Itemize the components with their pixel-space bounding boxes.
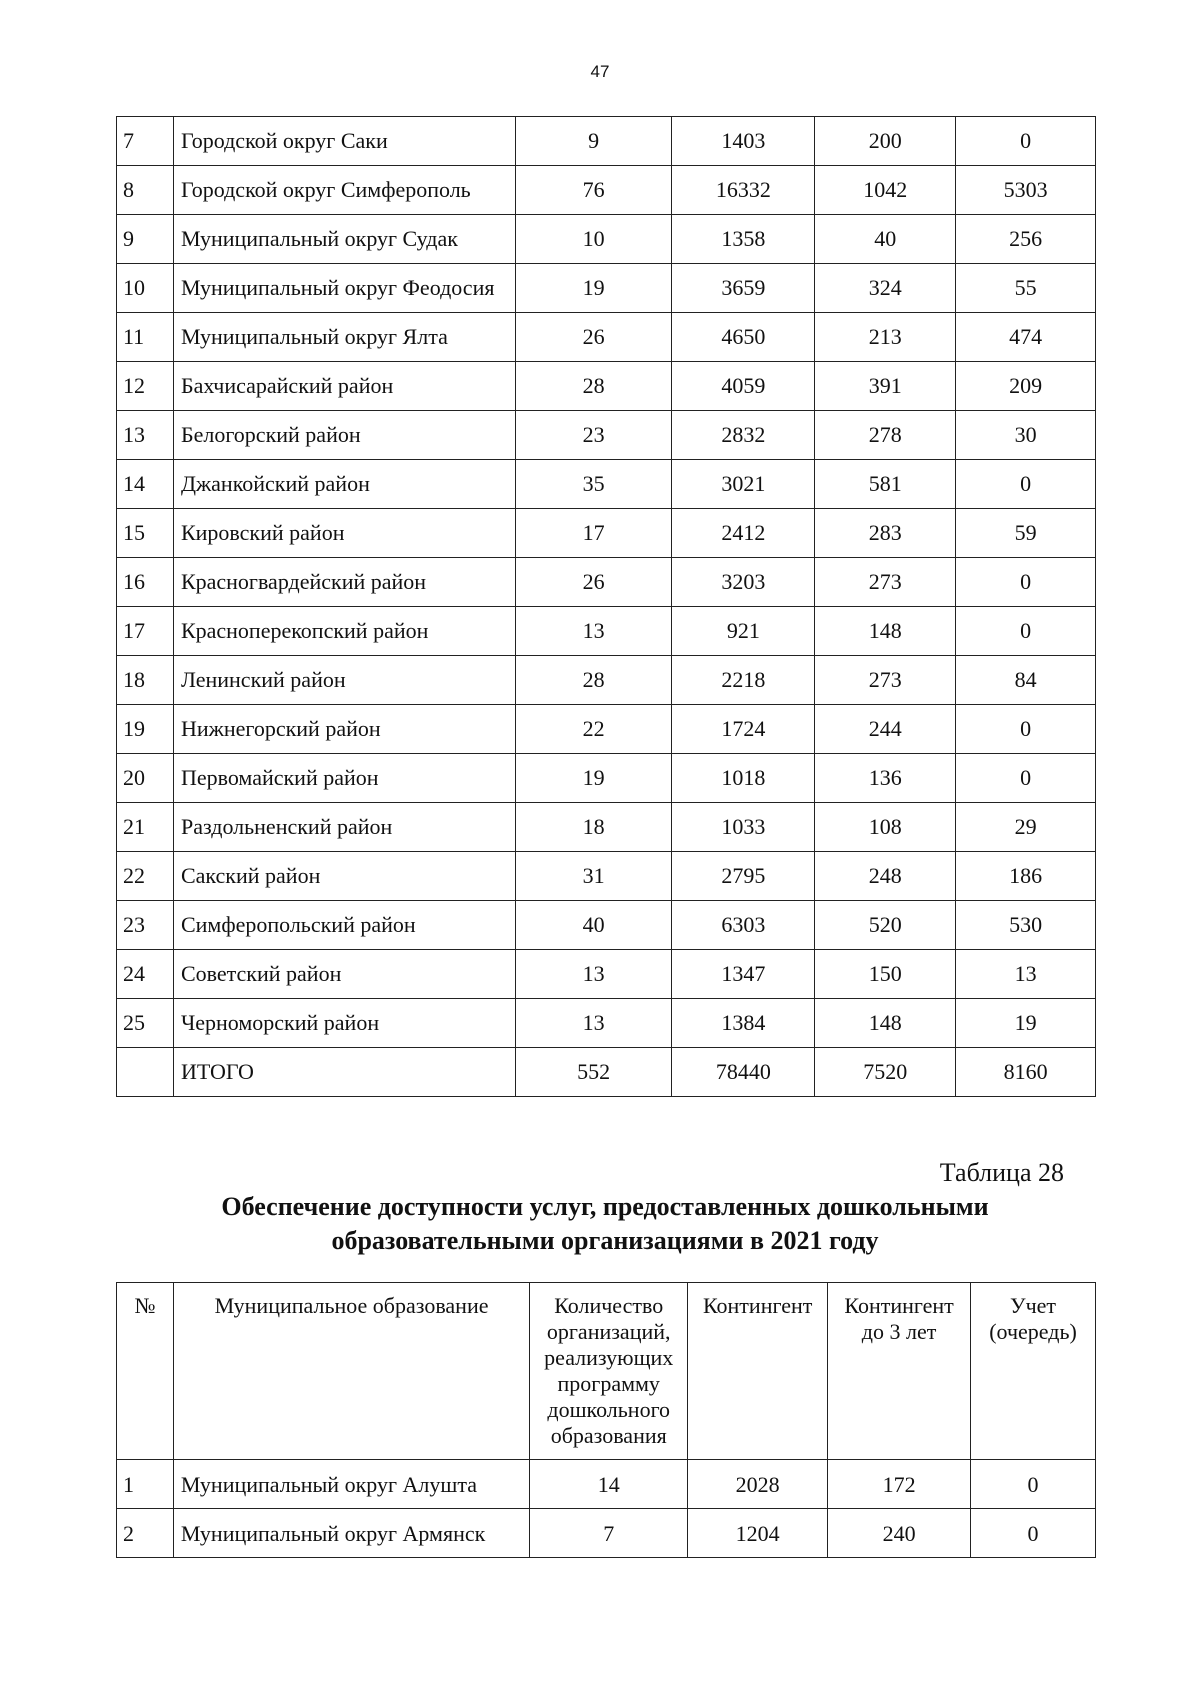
table-row — [117, 411, 1096, 460]
cell-org-count: 13 — [515, 999, 672, 1048]
cell-number: 16 — [117, 558, 174, 607]
cell-number — [117, 1048, 174, 1097]
cell-number: 23 — [117, 901, 174, 950]
table-row — [117, 999, 1096, 1048]
cell-org-count: 23 — [515, 411, 672, 460]
table-row — [117, 607, 1096, 656]
cell-contingent-under3: 150 — [815, 950, 956, 999]
cell-municipality: Черноморский район — [173, 999, 515, 1048]
cell-contingent-under3: 200 — [815, 117, 956, 166]
cell-contingent: 78440 — [672, 1048, 815, 1097]
cell-municipality: Красногвардейский район — [173, 558, 515, 607]
header-contingent: Контингент — [688, 1283, 828, 1460]
cell-contingent-under3: 244 — [815, 705, 956, 754]
table-row — [117, 166, 1096, 215]
cell-number: 10 — [117, 264, 174, 313]
cell-contingent: 2218 — [672, 656, 815, 705]
cell-org-count: 13 — [515, 607, 672, 656]
cell-contingent: 2412 — [672, 509, 815, 558]
cell-number: 19 — [117, 705, 174, 754]
table-row — [117, 509, 1096, 558]
cell-municipality: Сакский район — [173, 852, 515, 901]
cell-org-count: 35 — [515, 460, 672, 509]
cell-org-count: 28 — [515, 362, 672, 411]
cell-contingent-under3: 213 — [815, 313, 956, 362]
table-row — [117, 264, 1096, 313]
cell-contingent: 2028 — [688, 1460, 828, 1509]
table-row — [117, 803, 1096, 852]
cell-contingent: 2795 — [672, 852, 815, 901]
cell-org-count: 552 — [515, 1048, 672, 1097]
cell-contingent-under3: 273 — [815, 558, 956, 607]
cell-queue: 0 — [956, 117, 1096, 166]
cell-contingent-under3: 148 — [815, 607, 956, 656]
cell-org-count: 19 — [515, 754, 672, 803]
cell-contingent-under3: 1042 — [815, 166, 956, 215]
cell-queue: 0 — [956, 754, 1096, 803]
cell-number: 22 — [117, 852, 174, 901]
cell-contingent-under3: 136 — [815, 754, 956, 803]
cell-municipality: Раздольненский район — [173, 803, 515, 852]
cell-org-count: 18 — [515, 803, 672, 852]
cell-contingent-under3: 391 — [815, 362, 956, 411]
cell-municipality: Красноперекопский район — [173, 607, 515, 656]
header-row — [117, 1283, 1096, 1460]
cell-queue: 0 — [956, 558, 1096, 607]
table-28 — [116, 1282, 1096, 1558]
cell-org-count: 13 — [515, 950, 672, 999]
cell-queue: 30 — [956, 411, 1096, 460]
cell-org-count: 19 — [515, 264, 672, 313]
cell-number: 14 — [117, 460, 174, 509]
cell-queue: 0 — [971, 1460, 1096, 1509]
cell-contingent-under3: 324 — [815, 264, 956, 313]
cell-contingent: 1403 — [672, 117, 815, 166]
cell-contingent: 6303 — [672, 901, 815, 950]
cell-contingent: 16332 — [672, 166, 815, 215]
cell-contingent-under3: 248 — [815, 852, 956, 901]
cell-municipality: Ленинский район — [173, 656, 515, 705]
cell-municipality: Муниципальный округ Судак — [173, 215, 515, 264]
cell-contingent: 921 — [672, 607, 815, 656]
table-row — [117, 215, 1096, 264]
cell-org-count: 28 — [515, 656, 672, 705]
cell-contingent-under3: 520 — [815, 901, 956, 950]
cell-queue: 530 — [956, 901, 1096, 950]
cell-number: 21 — [117, 803, 174, 852]
cell-contingent: 3021 — [672, 460, 815, 509]
cell-contingent: 1204 — [688, 1509, 828, 1558]
cell-queue: 256 — [956, 215, 1096, 264]
cell-org-count: 22 — [515, 705, 672, 754]
cell-org-count: 26 — [515, 313, 672, 362]
cell-queue: 0 — [971, 1509, 1096, 1558]
table-body — [117, 117, 1096, 1097]
cell-municipality: Первомайский район — [173, 754, 515, 803]
cell-contingent: 3659 — [672, 264, 815, 313]
header-number: № — [117, 1283, 174, 1460]
cell-contingent-under3: 273 — [815, 656, 956, 705]
cell-number: 8 — [117, 166, 174, 215]
cell-municipality: Нижнегорский район — [173, 705, 515, 754]
cell-municipality: Муниципальный округ Феодосия — [173, 264, 515, 313]
table-row — [117, 901, 1096, 950]
cell-number: 20 — [117, 754, 174, 803]
cell-contingent: 2832 — [672, 411, 815, 460]
cell-contingent: 4650 — [672, 313, 815, 362]
cell-number: 2 — [117, 1509, 174, 1558]
cell-queue: 13 — [956, 950, 1096, 999]
cell-org-count: 10 — [515, 215, 672, 264]
cell-contingent: 4059 — [672, 362, 815, 411]
cell-municipality: Бахчисарайский район — [173, 362, 515, 411]
cell-org-count: 26 — [515, 558, 672, 607]
cell-contingent-under3: 278 — [815, 411, 956, 460]
cell-org-count: 76 — [515, 166, 672, 215]
cell-contingent-under3: 240 — [828, 1509, 971, 1558]
table-row — [117, 705, 1096, 754]
cell-municipality: Белогорский район — [173, 411, 515, 460]
cell-number: 9 — [117, 215, 174, 264]
cell-number: 11 — [117, 313, 174, 362]
cell-municipality: Советский район — [173, 950, 515, 999]
cell-number: 12 — [117, 362, 174, 411]
cell-org-count: 14 — [530, 1460, 688, 1509]
cell-contingent-under3: 581 — [815, 460, 956, 509]
table-body — [117, 1460, 1096, 1558]
cell-queue: 84 — [956, 656, 1096, 705]
cell-org-count: 7 — [530, 1509, 688, 1558]
header-contingent-under3: Контингент до 3 лет — [828, 1283, 971, 1460]
table-row — [117, 117, 1096, 166]
cell-queue: 474 — [956, 313, 1096, 362]
cell-queue: 186 — [956, 852, 1096, 901]
table-continuation — [116, 116, 1096, 1097]
cell-number: 17 — [117, 607, 174, 656]
cell-queue: 0 — [956, 607, 1096, 656]
cell-contingent-under3: 148 — [815, 999, 956, 1048]
cell-number: 18 — [117, 656, 174, 705]
cell-municipality: Муниципальный округ Ялта — [173, 313, 515, 362]
cell-queue: 29 — [956, 803, 1096, 852]
cell-queue: 55 — [956, 264, 1096, 313]
cell-municipality: Джанкойский район — [173, 460, 515, 509]
cell-contingent-under3: 40 — [815, 215, 956, 264]
cell-queue: 5303 — [956, 166, 1096, 215]
table-row — [117, 460, 1096, 509]
cell-municipality: ИТОГО — [173, 1048, 515, 1097]
cell-contingent: 1347 — [672, 950, 815, 999]
table-row — [117, 1460, 1096, 1509]
cell-contingent-under3: 7520 — [815, 1048, 956, 1097]
cell-number: 13 — [117, 411, 174, 460]
header-municipality: Муниципальное образование — [173, 1283, 529, 1460]
cell-queue: 59 — [956, 509, 1096, 558]
cell-queue: 0 — [956, 460, 1096, 509]
cell-contingent: 1384 — [672, 999, 815, 1048]
cell-number: 7 — [117, 117, 174, 166]
page-number: 47 — [590, 62, 610, 81]
table-row — [117, 950, 1096, 999]
cell-queue: 209 — [956, 362, 1096, 411]
table-row — [117, 313, 1096, 362]
cell-org-count: 9 — [515, 117, 672, 166]
cell-contingent: 3203 — [672, 558, 815, 607]
cell-municipality: Симферопольский район — [173, 901, 515, 950]
cell-contingent: 1018 — [672, 754, 815, 803]
cell-number: 24 — [117, 950, 174, 999]
table-title: Обеспечение доступности услуг, предоставленных дошкольными образовательными организациями в 2021 году — [221, 1192, 989, 1255]
cell-contingent-under3: 108 — [815, 803, 956, 852]
cell-number: 1 — [117, 1460, 174, 1509]
cell-municipality: Муниципальный округ Армянск — [173, 1509, 529, 1558]
cell-queue: 19 — [956, 999, 1096, 1048]
cell-municipality: Городской округ Симферополь — [173, 166, 515, 215]
table-row — [117, 1509, 1096, 1558]
cell-org-count: 17 — [515, 509, 672, 558]
cell-queue: 8160 — [956, 1048, 1096, 1097]
table-row — [117, 852, 1096, 901]
cell-municipality: Городской округ Саки — [173, 117, 515, 166]
table-row — [117, 754, 1096, 803]
cell-number: 25 — [117, 999, 174, 1048]
header-org-count: Количество организаций, реализующих программу дошкольного образования — [530, 1283, 688, 1460]
header-queue: Учет (очередь) — [971, 1283, 1096, 1460]
cell-contingent-under3: 283 — [815, 509, 956, 558]
table-label: Таблица 28 — [939, 1158, 1064, 1187]
cell-contingent-under3: 172 — [828, 1460, 971, 1509]
table-row — [117, 1048, 1096, 1097]
cell-queue: 0 — [956, 705, 1096, 754]
table-row — [117, 558, 1096, 607]
cell-number: 15 — [117, 509, 174, 558]
table-row — [117, 362, 1096, 411]
cell-municipality: Кировский район — [173, 509, 515, 558]
table-row — [117, 656, 1096, 705]
cell-contingent: 1358 — [672, 215, 815, 264]
cell-contingent: 1033 — [672, 803, 815, 852]
cell-municipality: Муниципальный округ Алушта — [173, 1460, 529, 1509]
cell-org-count: 40 — [515, 901, 672, 950]
cell-org-count: 31 — [515, 852, 672, 901]
cell-contingent: 1724 — [672, 705, 815, 754]
table-header — [117, 1283, 1096, 1460]
